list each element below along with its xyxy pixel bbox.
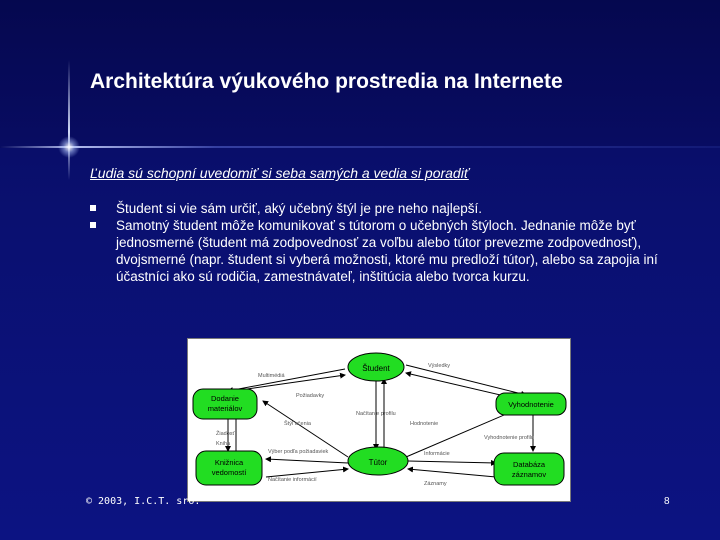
decorative-sparkle <box>58 136 80 158</box>
edge-dodanie-student <box>233 375 345 391</box>
edge-label-vyber: Výber podľa požiadaviek <box>268 449 329 455</box>
node-dodanie-line2: materiálov <box>207 404 243 413</box>
footer-copyright: © 2003, I.C.T. sro. <box>86 496 201 507</box>
edge-databaza-tutor <box>408 469 496 477</box>
slide-subtitle: Ľudia sú schopní uvedomiť si seba samých a vedia si poradiť <box>90 165 469 181</box>
edge-label-vysledky: Výsledky <box>428 363 451 369</box>
slide-title: Architektúra výukového prostredia na Internete <box>90 70 563 93</box>
architecture-diagram <box>187 338 571 502</box>
node-tutor-label: Tútor <box>368 458 388 467</box>
bullet-text: Samotný študent môže komunikovať s tútorom o učebných štýloch. Jednanie môže byť jednosmerné (študent má zodpovednosť za voľbu alebo tútor prevezme zodpovednosť), dvojsmerné (napr. študent si vyberá možnosti, ktoré mu predloží tútor), alebo sa zapojia iní účastníci ako sú rodičia, zamestnávateľ, inštitúcia alebo tvorca kurzu. <box>116 218 658 284</box>
edge-label-poziadavky: Požiadavky <box>296 393 325 399</box>
bullet-list <box>90 200 690 285</box>
edge-tutor-vyhodnotenie <box>406 409 518 457</box>
edge-label-ziadost: Žiadosť <box>216 431 235 437</box>
edge-label-hodnotenie: Hodnotenie <box>410 421 439 427</box>
edge-label-kniha: Kniha <box>216 441 231 447</box>
edge-kniznica-tutor <box>266 469 348 477</box>
bullet-item <box>90 217 690 285</box>
edge-label-zaznamy: Záznamy <box>424 481 447 487</box>
node-kniznica-line2: vedomostí <box>211 468 247 477</box>
node-databaza-line1: Databáza <box>512 460 546 469</box>
edge-label-vyhodnotenie-profil: Vyhodnotenie profilu <box>484 435 534 441</box>
bullet-square-icon <box>90 205 96 211</box>
edge-label-multimedia: Multimédiá <box>258 373 285 379</box>
node-kniznica-line1: Knižnica <box>214 458 244 467</box>
node-student-label: Študent <box>362 364 390 373</box>
node-databaza-box <box>494 453 564 485</box>
edge-label-informacie: Informácie <box>424 451 450 457</box>
edge-tutor-databaza <box>408 461 496 463</box>
page-number: 8 <box>664 496 670 507</box>
node-dodanie-line1: Dodanie <box>211 394 239 403</box>
edge-tutor-kniznica <box>266 459 348 463</box>
diagram-svg <box>188 339 570 501</box>
node-databaza-line2: záznamov <box>511 470 547 479</box>
edge-student-vyhodnotenie <box>406 365 526 395</box>
bullet-square-icon <box>90 222 96 228</box>
bullet-text: Študent si vie sám určiť, aký učebný štýl je pre neho najlepší. <box>116 201 482 216</box>
edge-label-nacitanie-info: Načítanie informácií <box>268 477 317 483</box>
decorative-glow-vertical <box>68 60 70 180</box>
edge-student-dodanie <box>228 369 345 391</box>
node-vyhodnotenie-label: Vyhodnotenie <box>508 400 554 409</box>
bullet-item <box>90 200 690 217</box>
edge-label-styl: Štýl učenia <box>284 421 311 427</box>
decorative-glow-line <box>0 146 720 148</box>
edge-label-nacitanie: Načítanie profilu <box>356 411 396 417</box>
